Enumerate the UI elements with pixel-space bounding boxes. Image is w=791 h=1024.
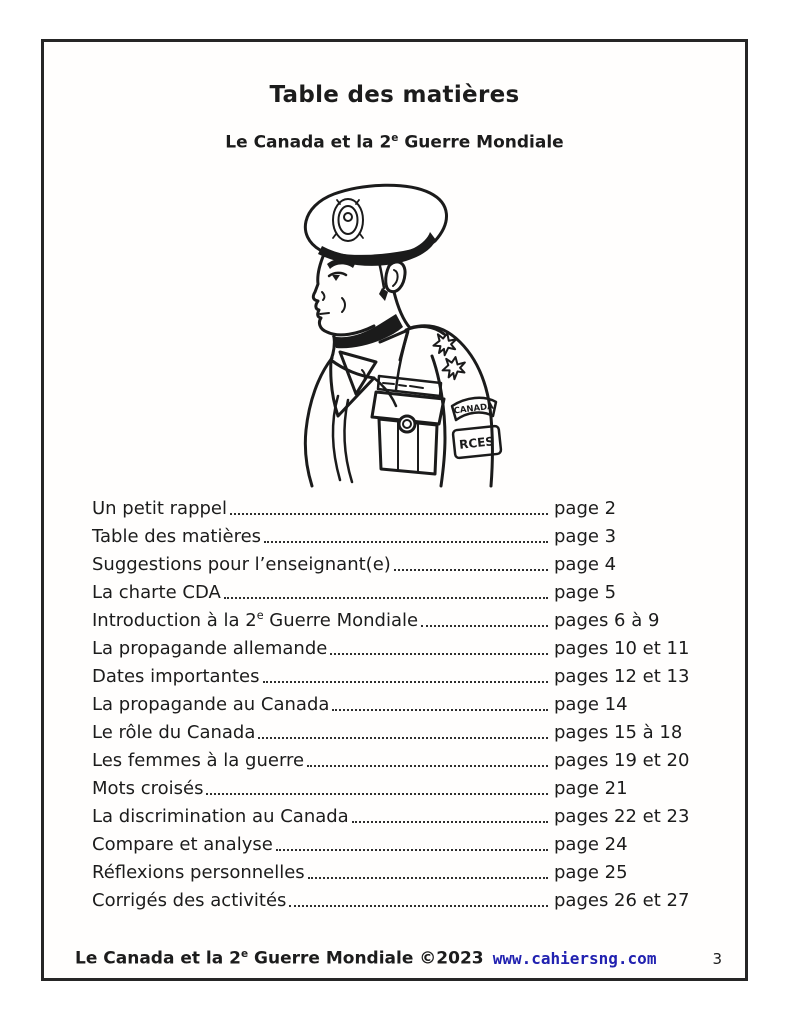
dot-leader [421, 625, 548, 627]
toc-row [92, 690, 706, 718]
toc-row [92, 830, 706, 858]
toc-entry-text: Dates importantes [92, 666, 260, 687]
toc-row [92, 886, 706, 914]
toc-entry-page: pages 26 et 27 [554, 889, 690, 911]
dot-leader [352, 821, 548, 823]
beret-badge-icon [333, 199, 363, 241]
toc-entry-text: La discrimination au Canada [92, 806, 349, 827]
page-subtitle [44, 132, 745, 153]
pocket-button [399, 416, 415, 432]
toc-entry-label [92, 749, 304, 771]
soldier-mouth [320, 313, 329, 314]
soldier-drawing-svg [282, 180, 532, 490]
toc-entry-page: pages 22 et 23 [554, 805, 690, 827]
toc-row [92, 662, 706, 690]
dot-leader [289, 905, 548, 907]
footer-copyright-sup: e [240, 948, 249, 961]
toc-entry-page: pages 12 et 13 [554, 665, 690, 687]
toc-entry-text-rest: Guerre Mondiale [263, 610, 419, 631]
toc-row [92, 858, 706, 886]
soldier-face [313, 254, 374, 335]
toc-entry-label [92, 693, 329, 715]
toc-entry-label [92, 609, 418, 631]
toc-row [92, 522, 706, 550]
footer-copyright-text: Le Canada et la 2 [75, 949, 241, 969]
toc-entry-page: pages 19 et 20 [554, 749, 690, 771]
subtitle-text-rest: Guerre Mondiale [398, 132, 564, 153]
toc-row [92, 774, 706, 802]
unit-patch [453, 426, 502, 459]
toc-entry-page: page 2 [554, 497, 617, 519]
toc-entry-label [92, 525, 261, 547]
footer-copyright [75, 948, 484, 969]
toc-entry-text: Table des matières [92, 526, 262, 547]
dot-leader [330, 653, 548, 655]
toc-entry-text: Réflexions personnelles [92, 862, 305, 883]
toc-entry-text: La propagande allemande [92, 638, 328, 659]
dot-leader [307, 765, 548, 767]
dot-leader [230, 513, 548, 515]
toc-row [92, 718, 706, 746]
toc-entry-label [92, 721, 255, 743]
website-link[interactable]: www.cahiersng.com [492, 949, 657, 968]
toc-entry-page: page 21 [554, 777, 628, 799]
toc-entry-page: pages 15 à 18 [554, 721, 683, 743]
toc-entry-text: Mots croisés [92, 778, 204, 799]
toc-entry-text: Suggestions pour l’enseignant(e) [92, 554, 391, 575]
page-footer [75, 948, 722, 969]
toc-entry-page: page 4 [554, 553, 617, 575]
toc-entry-text: Les femmes à la guerre [92, 750, 305, 771]
canada-shoulder-patch [452, 398, 496, 420]
toc-row [92, 634, 706, 662]
soldier-illustration [282, 180, 532, 490]
footer-copyright-text-rest: Guerre Mondiale ©2023 [248, 949, 484, 969]
toc-entry-page: page 14 [554, 693, 628, 715]
unit-patch-label: RCES [458, 434, 495, 452]
toc-entry-label [92, 833, 273, 855]
toc-entry-page: page 5 [554, 581, 617, 603]
soldier-beret [305, 185, 446, 266]
dot-leader [224, 597, 548, 599]
page-number: 3 [712, 950, 722, 968]
dot-leader [264, 541, 548, 543]
dot-leader [276, 849, 548, 851]
toc-entry-text: La propagande au Canada [92, 694, 330, 715]
toc-entry-label [92, 889, 286, 911]
page-title: Table des matières [269, 82, 520, 108]
toc-row [92, 606, 706, 634]
toc-entry-text: La charte CDA [92, 582, 221, 603]
dot-leader [308, 877, 548, 879]
dot-leader [332, 709, 548, 711]
dot-leader [258, 737, 548, 739]
dot-leader [263, 681, 548, 683]
toc-row [92, 550, 706, 578]
toc-entry-page: pages 10 et 11 [554, 637, 690, 659]
soldier-pocket [372, 376, 444, 474]
toc-entry-page: page 25 [554, 861, 628, 883]
toc-row [92, 578, 706, 606]
toc-entry-text: Le rôle du Canada [92, 722, 256, 743]
toc-entry-label [92, 497, 227, 519]
toc-entry-page: page 24 [554, 833, 628, 855]
table-of-contents [92, 494, 706, 914]
subtitle-text: Le Canada et la 2 [225, 132, 392, 153]
canada-patch-label: CANADA [453, 401, 495, 417]
toc-entry-label [92, 805, 349, 827]
toc-entry-sup: e [256, 609, 264, 622]
toc-row [92, 746, 706, 774]
toc-entry-label [92, 665, 260, 687]
toc-row [92, 802, 706, 830]
soldier-neck [331, 292, 410, 360]
toc-entry-page: pages 6 à 9 [554, 609, 660, 631]
toc-entry-label [92, 637, 327, 659]
toc-entry-label [92, 777, 203, 799]
toc-entry-text: Un petit rappel [92, 498, 227, 519]
toc-entry-text: Corrigés des activités [92, 890, 287, 911]
toc-entry-label [92, 553, 391, 575]
toc-entry-page: page 3 [554, 525, 617, 547]
subtitle-superscript: e [391, 132, 399, 144]
page-border-frame [41, 39, 748, 981]
dot-leader [206, 793, 548, 795]
toc-entry-text: Introduction à la 2 [92, 610, 257, 631]
toc-row [92, 494, 706, 522]
dot-leader [394, 569, 548, 571]
toc-entry-text: Compare et analyse [92, 834, 273, 855]
toc-entry-label [92, 861, 305, 883]
toc-entry-label [92, 581, 221, 603]
